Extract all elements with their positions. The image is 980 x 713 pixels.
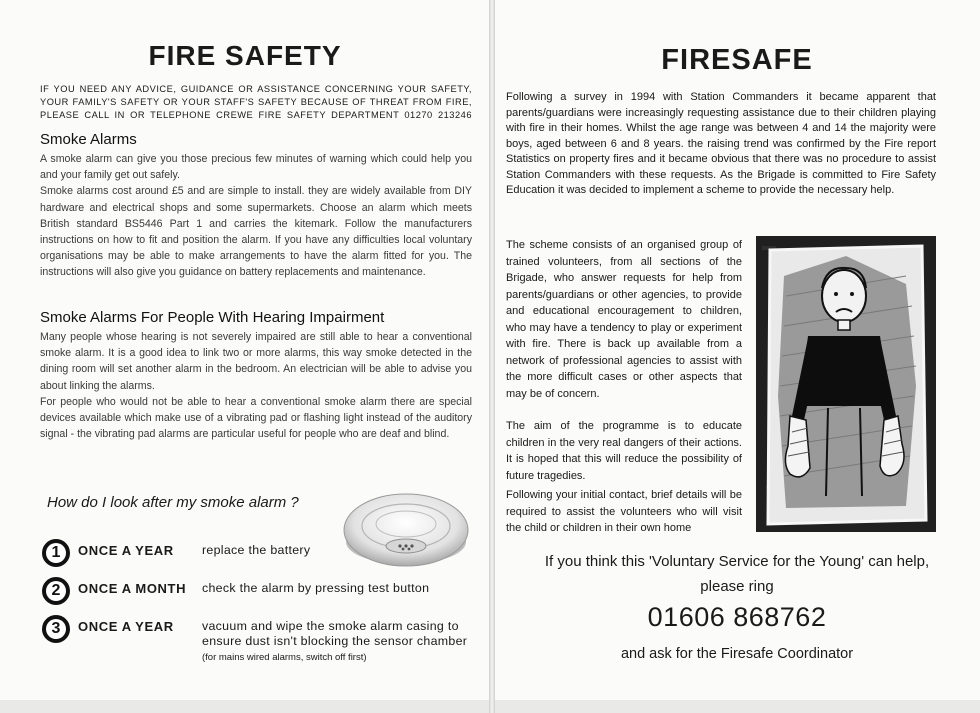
hearing-para-2: For people who would not be able to hear a conventional smoke alarm there are special devices available which make use of a vibrating pad or flashing light instead of the auditory signal - the vibrating pad alarms are particular useful for people who are deaf and blind. bbox=[40, 395, 472, 441]
fire-safety-title: FIRE SAFETY bbox=[148, 40, 342, 71]
smoke-alarms-body bbox=[40, 151, 472, 281]
step-3-note: (for mains wired alarms, switch off first) bbox=[202, 652, 367, 663]
step-1-number-icon: 1 bbox=[42, 539, 70, 567]
step-3-action-text: vacuum and wipe the smoke alarm casing to ensure dust isn't blocking the sensor chamber bbox=[202, 619, 468, 648]
firesafe-title: FIRESAFE bbox=[661, 44, 813, 76]
hearing-impairment-heading: Smoke Alarms For People With Hearing Impairment bbox=[40, 309, 385, 326]
step-3-number-icon: 3 bbox=[42, 615, 70, 643]
step-2-frequency: ONCE A MONTH bbox=[78, 581, 187, 596]
advice-notice: IF YOU NEED ANY ADVICE, GUIDANCE OR ASSISTANCE CONCERNING YOUR SAFETY, YOUR FAMILY'S SAFETY OR YOUR STAFF'S SAFETY BECAUSE OF THREAT FROM FIRE, PLEASE CALL IN OR TELEPHONE CREWE FIRE SAFETY DEPARTMENT 01270 213246 bbox=[40, 84, 472, 120]
step-1-frequency: ONCE A YEAR bbox=[78, 543, 174, 558]
step-3-action bbox=[202, 619, 478, 665]
sad-child-illustration bbox=[756, 236, 936, 532]
following-paragraph: Following your initial contact, brief details will be required to assist the volunteers who will visit the child or children in their own home bbox=[506, 489, 742, 534]
hearing-impairment-body bbox=[40, 329, 472, 442]
callout-line-3: and ask for the Firesafe Coordinator bbox=[620, 646, 854, 662]
step-2-number-icon: 2 bbox=[42, 577, 70, 605]
scheme-paragraph: The scheme consists of an organised group of trained volunteers, from all sections of the Brigade, who answer requests for help from parents/guardians or other agencies, to provide and educational encouragement to children, who may have a tendency to play or experiment with fire. There is back up available from a network of professional agencies to assist with the more difficult cases or other aspects that may be of concern. bbox=[506, 239, 742, 400]
smoke-alarms-heading: Smoke Alarms bbox=[40, 131, 137, 148]
aim-paragraph: The aim of the programme is to educate children in the very real dangers of their actions. It is hoped that this will reduce the possibility of future tragedies. bbox=[506, 420, 742, 482]
step-1-action: replace the battery bbox=[202, 543, 311, 557]
phone-number: 01606 868762 bbox=[647, 602, 827, 632]
smoke-alarms-para-1: A smoke alarm can give you those precious few minutes of warning which could help you and your family get out safely. bbox=[40, 153, 472, 182]
hearing-para-1: Many people whose hearing is not severely impaired are still able to hear a conventional smoke alarm. It is a good idea to link two or more alarms, this way smoke detected in the dining room will set another alarm in the bedroom. An electrician will be able to advise you about linking the alarms. bbox=[40, 331, 472, 392]
step-3-frequency: ONCE A YEAR bbox=[78, 619, 174, 634]
callout-line-1: If you think this 'Voluntary Service for the Young' can help, bbox=[544, 553, 930, 570]
step-2-action: check the alarm by pressing test button bbox=[202, 581, 430, 595]
callout-line-2: please ring bbox=[700, 578, 774, 595]
smoke-alarms-para-2: Smoke alarms cost around £5 and are simple to install. they are widely available from DIY hardware and electrical shops and some supermarkets. Choose an alarm which meets British standard BS5446 Part 1 and carries the kitemark. Follow the manufacturers instructions on how to fit and position the alarm. If you have any difficulties local voluntary organisations may be able to make arrangements to have the alarm fitted for you. The instructions will also give you guidance on battery replacements and maintenance. bbox=[40, 185, 472, 279]
maintenance-question: How do I look after my smoke alarm ? bbox=[47, 494, 299, 511]
firesafe-intro: Following a survey in 1994 with Station Commanders it became apparent that parents/guardians were increasingly requesting assistance due to their children playing with fire in their homes. Whilst the age range was between 4 and 14 the majority were boys, aged between 6 and 8 years. the raising trend was confirmed by the Fire report Statistics on property fires and it became obvious that there was no procedure to assist Station Commanders with these requests. As the Brigade is committed to Fire Safety Education it was decided to implement a scheme to provide the necessary help. bbox=[506, 91, 936, 196]
